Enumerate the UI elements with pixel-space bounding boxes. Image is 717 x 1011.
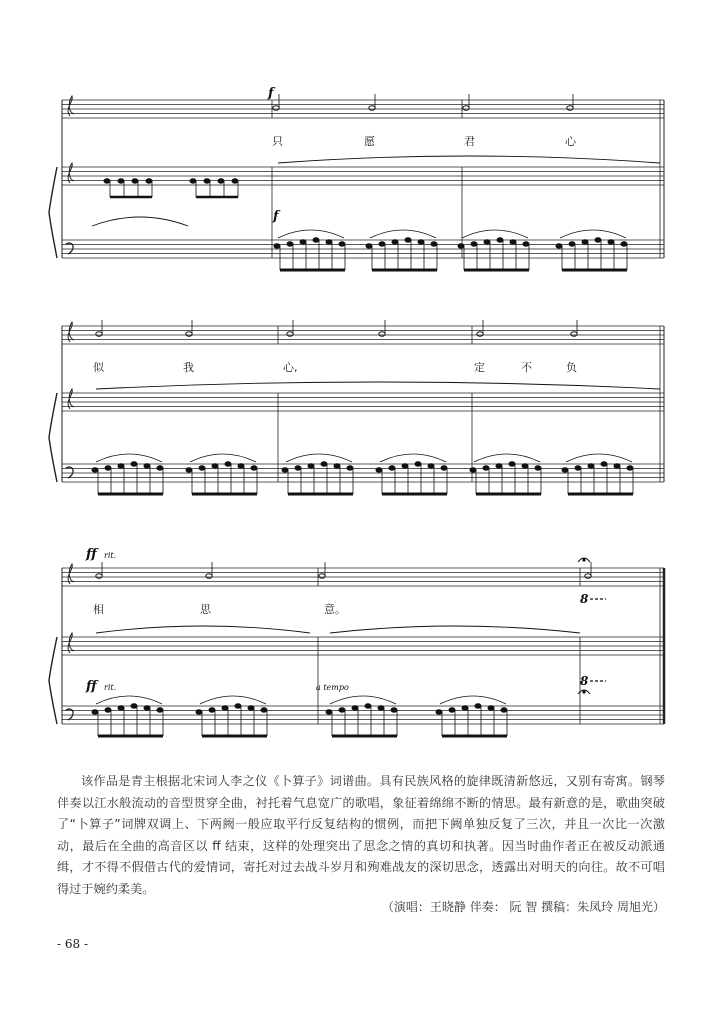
description-paragraph: 该作品是青主根据北宋词人李之仪《卜算子》词谱曲。具有民族风格的旋律既清新悠远，又别有寄寓。钢琴伴奏以江水般流动的音型贯穿全曲，衬托着气息宽广的歌唱，象征着绵绵不断的情思。最有新意的是，歌曲突破了“卜算子”词牌双调上、下两阙一般应取平行反复结构的惯例，而把下阙单独反复了三次，并且一次比一次激动，最后在全曲的高音区以 ff 结束，这样的处理突出了思念之情的真切和执著。因当时曲作者正在被反动派通缉，才不得不假借古代的爱情词，寄托对过去战斗岁月和殉难战友的深切思念，透露出对明天的向往。故不可唱得过于婉约柔美。	[57, 774, 665, 896]
dynamic-f-voice: f	[268, 86, 274, 101]
lyric-3-3: 意。	[324, 603, 346, 616]
lyric-3-1: 相	[93, 603, 104, 616]
lyric-2-6: 负	[566, 361, 577, 374]
lyric-2-3: 心,	[283, 361, 298, 374]
rit-voice: rit.	[104, 551, 117, 560]
lyric-1-4: 心	[565, 135, 576, 148]
rit-piano: rit.	[104, 683, 117, 692]
dynamic-f-piano: f	[273, 209, 279, 224]
lyric-1-3: 君	[464, 135, 475, 148]
lyric-2-2: 我	[183, 361, 194, 374]
lyric-2-5: 不	[521, 361, 532, 374]
dynamic-ff-voice: ff	[86, 547, 97, 562]
page-number: - 68 -	[57, 937, 89, 951]
description	[57, 771, 665, 901]
dynamic-ff-piano: ff	[86, 679, 97, 694]
credits: （演唱：王晓静 伴奏： 阮 智 撰稿：朱凤玲 周旭光）	[381, 900, 665, 914]
ottava-mark-2: 8	[580, 674, 589, 688]
lyric-1-1: 只	[272, 135, 283, 148]
a-tempo: a tempo	[316, 683, 349, 692]
lyric-3-2: 思	[200, 603, 211, 616]
ottava-mark-1: 8	[580, 592, 589, 606]
lyric-2-1: 似	[93, 361, 104, 374]
lyric-2-4: 定	[474, 361, 485, 374]
lyric-1-2: 愿	[364, 135, 375, 148]
